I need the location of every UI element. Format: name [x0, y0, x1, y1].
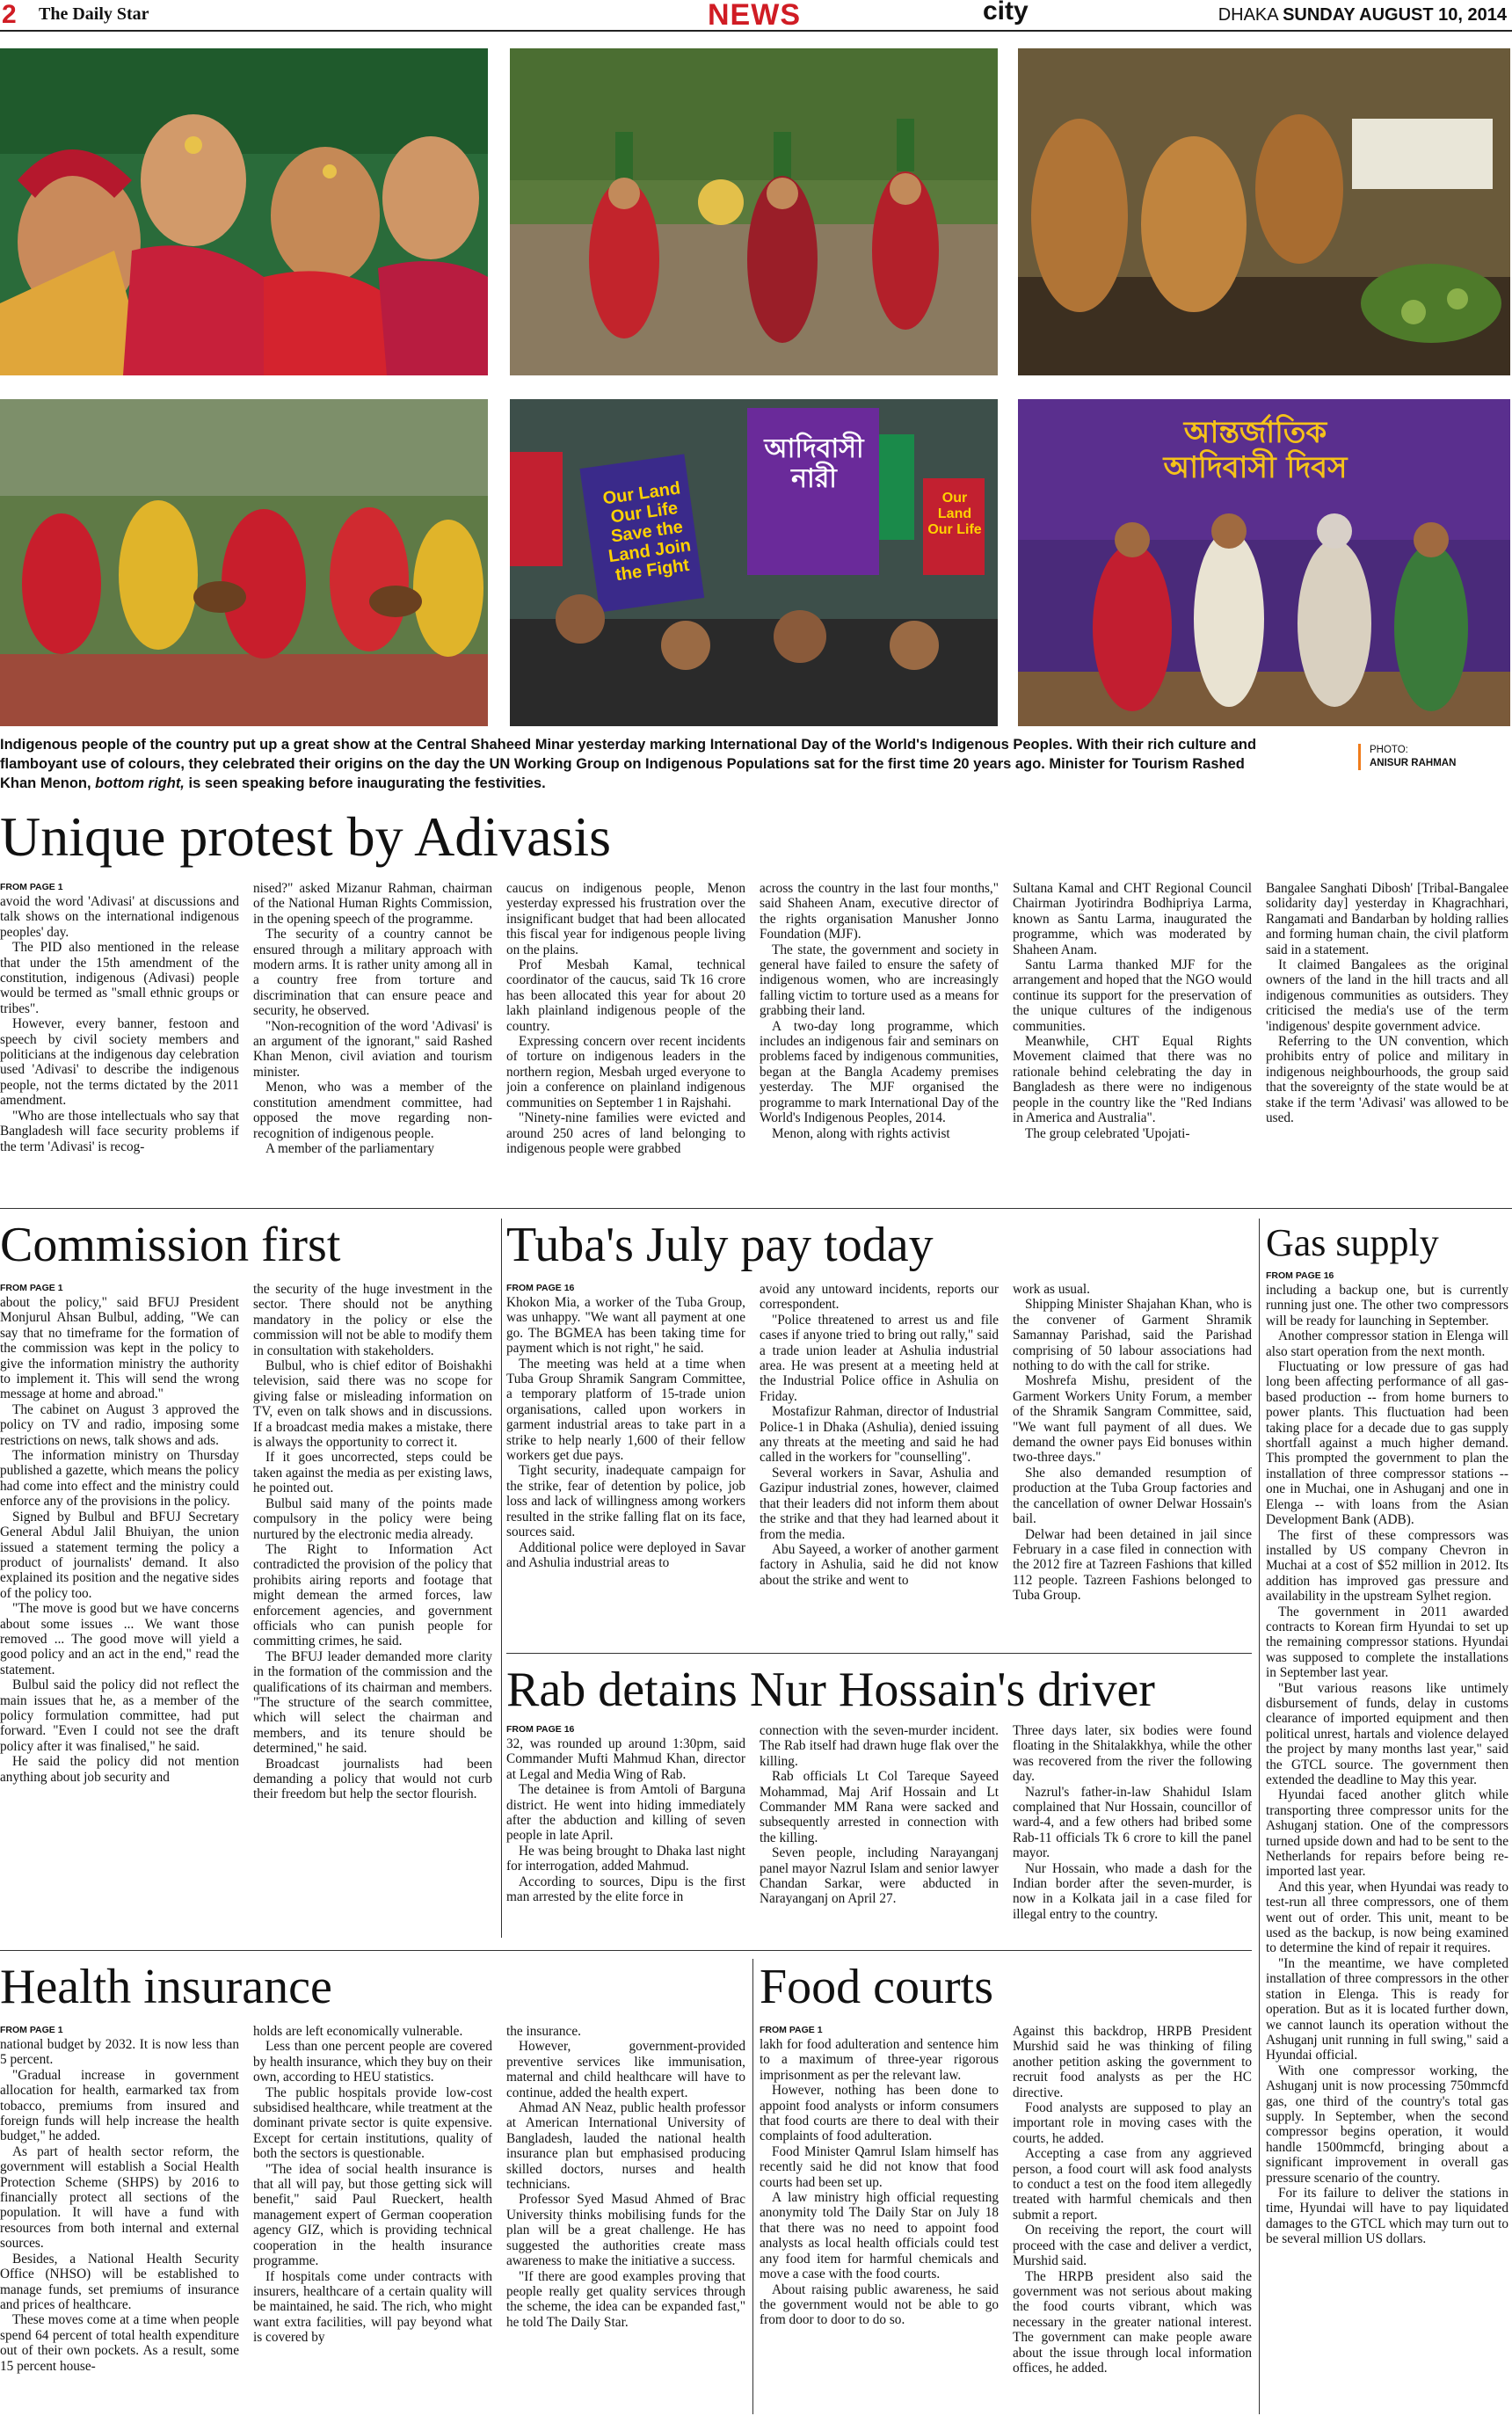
- dateline-place: DHAKA: [1218, 5, 1278, 25]
- paragraph: The government in 2011 awarded contracts to Korean firm Hyundai to set up the remaining compressor stations. Hyundai was supposed to complete the installations in September last year.: [1266, 1604, 1508, 1681]
- paragraph: work as usual.: [1013, 1282, 1090, 1297]
- paragraph: avoid the word 'Adivasi' at discussions and talk shows on the international indigenous peoples' day.: [0, 894, 239, 940]
- paragraph: The cabinet on August 3 approved the policy on TV and radio, imposing some restrictions on news, talk shows and ads.: [0, 1401, 239, 1448]
- paragraph: nised?" asked Mizanur Rahman, chairman of the National Human Rights Commission, in the opening speech of the programme.: [253, 881, 492, 927]
- paragraph: Prof Mesbah Kamal, technical coordinator of the caucus, said Tk 16 crore has been allocated this year for about 20 lakh plainland indigenous people of the country.: [506, 957, 745, 1034]
- paragraph: On receiving the report, the court will proceed with the case and deliver a verdict, Murshid said.: [1013, 2223, 1252, 2269]
- paragraph: "Ninety-nine families were evicted and around 250 acres of land belonging to indigenous people were grabbed: [506, 1110, 745, 1156]
- tuba-col-1: [506, 1282, 745, 1635]
- paragraph: national budget by 2032. It is now less than 5 percent.: [0, 2037, 239, 2068]
- paragraph: Bulbul said the policy did not reflect the main issues that he, as a member of the policy formulation committee, had put forward. "Even I could not see the draft policy after it was finalised," he said.: [0, 1677, 239, 1754]
- paragraph: Several workers in Savar, Ashulia and Gazipur industrial zones, however, claimed that their leaders did not inform them about the strike and that they had learned about it from the media.: [760, 1465, 999, 1542]
- photo-drummers: [0, 399, 488, 726]
- paragraph: It claimed Bangalees as the original owners of the land in the hill tracts and all indigenous communities as outsiders. They criticised the media's use of the term 'indigenous' despite government advice.: [1266, 957, 1508, 1034]
- paragraph: However, nothing has been done to appoint food analysts or inform consumers that food courts are there to deal with their complaints of food adulteration.: [760, 2083, 999, 2144]
- from-page: FROM PAGE 16: [1266, 1270, 1334, 1281]
- paragraph: Bulbul, who is chief editor of Boishakhi television, said there was no scope for giving false or misleading information on TV, even on talk shows and in discussions. If a broadcast media makes a mistake, there is always the opportunity to correct it.: [253, 1358, 492, 1451]
- banner-text-2: আন্তর্জাতিক আদিবাসী দিবস: [1163, 415, 1348, 485]
- headline-gas: Gas supply: [1266, 1221, 1439, 1264]
- paragraph: The meeting was held at a time when Tuba Group Shramik Sangram Committee, a temporary platform of 15-trade union organisations, called upon workers in garment industrial areas to take part in a strike to help nearly 1,600 of their fellow workers get due pays.: [506, 1356, 745, 1464]
- headline-food: Food courts: [760, 1960, 993, 2014]
- paragraph: Shipping Minister Shajahan Khan, who is the convener of Garment Shramik Samannay Parishad, said the Parishad comprising of 50 labour associations had nothing to do with the call for strike.: [1013, 1297, 1252, 1374]
- paragraph: "The move is good but we have concerns about some issues ... We want those removed ... The good move will yield a good policy and an act in the end," read the statement.: [0, 1601, 239, 1677]
- page-number: 2: [2, 0, 17, 29]
- food-col-1: [760, 2024, 999, 2414]
- paragraph: about the policy," said BFUJ President Monjurul Ahsan Bulbul, adding, "We can say that no timeframe for the formation of the commission was kept in the policy to give the information ministry the authority to implement it. This will send the wrong message at home and abroad.": [0, 1295, 239, 1402]
- paragraph: Abu Sayeed, a worker of another garment factory in Ashulia, said he did not know about the strike and went to: [760, 1541, 999, 1588]
- subsection-label: city: [983, 0, 1029, 25]
- food-col-2: [1013, 2024, 1252, 2414]
- paragraph: "But various reasons like untimely disbursement of funds, delay in customs clearance of imported equipment and then political unrest, hartals and violence delayed the project by many months last year," said the GTCL source. The government then extended the deadline to May this year.: [1266, 1680, 1508, 1787]
- rab-col-3: [1013, 1723, 1252, 1938]
- paragraph: Delwar had been detained in jail since February in a case filed in connection with the 2012 fire at Tazreen Fashions that killed 112 people. Tazreen Fashions belonged to Tuba Group.: [1013, 1526, 1252, 1604]
- paragraph: The BFUJ leader demanded more clarity in the formation of the commission and the qualifications of its chairman and members. "The structure of the search committee, which will select the chairman and members, and its tenure should be determined," he said.: [253, 1648, 492, 1757]
- section-divider: [0, 1950, 1252, 1951]
- paragraph: Tight security, inadequate campaign for the strike, fear of detention by police, job loss and lack of willingness among workers resulted in the strike falling flat on its face, sources said.: [506, 1463, 745, 1540]
- paragraph: Additional police were deployed in Savar and Ashulia industrial areas to: [506, 1539, 745, 1570]
- headline-commission: Commission first: [0, 1218, 341, 1272]
- paragraph: Against this backdrop, HRPB President Murshid said he was thinking of filing another petition asking the government to recruit food analysts as per the HC directive.: [1013, 2024, 1252, 2100]
- paragraph: Professor Syed Masud Ahmed of Brac University thinks mobilising funds for the plan will be a great challenge. He has suggested the authorities create mass awareness to make the initiative a success.: [506, 2192, 745, 2269]
- paragraph: "Police threatened to arrest us and file cases if anyone tried to bring out rally," said a trade union leader at Ashulia industrial area. He was present at a meeting held at the Industrial Police office in Ashulia on Friday.: [760, 1312, 999, 1404]
- paragraph: He said the policy did not mention anything about job security and: [0, 1754, 239, 1785]
- placard-text-1: Our Land Our Life Save the Land Join the Fight: [601, 478, 693, 586]
- adivasis-col-3: [506, 881, 745, 1199]
- paragraph: caucus on indigenous people, Menon yesterday expressed his frustration over the insignificant budget that had been allocated this fiscal year for indigenous people living on the plains.: [506, 881, 745, 957]
- credit-label: PHOTO:: [1370, 745, 1408, 755]
- paragraph: According to sources, Dipu is the first man arrested by the elite force in: [506, 1874, 745, 1905]
- paper-name: The Daily Star: [39, 4, 149, 24]
- photo-minister-speech: [1018, 399, 1510, 726]
- paragraph: including a backup one, but is currently running just one. The other two compressors will be ready for launching in September.: [1266, 1283, 1508, 1328]
- paragraph: Nazrul's father-in-law Shahidul Islam complained that Nur Hossain, councillor of ward-4, and a few others had bribed some Rab-11 officials Tk 6 crore to kill the panel mayor.: [1013, 1784, 1252, 1861]
- paragraph: Seven people, including Narayanganj panel mayor Nazrul Islam and senior lawyer Chandan Sarkar, were abducted in Narayanganj on April 27.: [760, 1845, 999, 1907]
- paragraph: If hospitals come under contracts with insurers, healthcare of a certain quality will be maintained, he said. The rich, who might want extra facilities, will pay beyond what is covered by: [253, 2268, 492, 2346]
- adivasis-col-5: [1013, 881, 1252, 1199]
- paragraph: holds are left economically vulnerable.: [253, 2024, 463, 2039]
- paragraph: Menon, along with rights activist: [772, 1125, 950, 1141]
- paragraph: "In the meantime, we have completed installation of three compressors in the other station in Elenga. This is ready for operation. But as it is located further down, we cannot launch its operation without the Ashuganj unit running in full swing," said a Hyundai official.: [1266, 1955, 1508, 2063]
- paragraph: The Right to Information Act contradicted the provision of the policy that prohibits airing reports and footage that might demean the armed forces, law enforcement agencies, and government officials who can punish people for committing crimes, he said.: [253, 1541, 492, 1649]
- placard-text-2: Our Land Our Life: [927, 491, 982, 537]
- masthead: [0, 0, 1512, 32]
- commission-col-2: [253, 1282, 492, 1936]
- caption-main: Indigenous people of the country put up a great show at the Central Shaheed Minar yesterday marking International Day of the World's Indigenous Peoples. With their rich culture and flamboyant use of colours, they celebrated their origins on the day the UN Working Group on Indigenous Populations sat for the first time 20 years ago. Minister for Tourism Rashed Khan Menon,: [0, 737, 1257, 791]
- paragraph: the security of the huge investment in the sector. There should not be anything mandatory in the policy or else the commission will not be able to modify them in consultation with stakeholders.: [253, 1282, 492, 1358]
- photo-dancers-fans: [0, 48, 488, 375]
- paragraph: Food analysts are supposed to play an important role in moving cases with the courts, he added.: [1013, 2100, 1252, 2146]
- paragraph: The information ministry on Thursday published a gazette, which means the policy had come into effect and the ministry could enforce any of the provisions in the policy.: [0, 1448, 239, 1510]
- paragraph: lakh for food adulteration and sentence him to a maximum of three-year rigorous imprisonment as per the relevant law.: [760, 2037, 999, 2083]
- caption-end: is seen speaking before inaugurating the festivities.: [188, 775, 546, 791]
- paragraph: Menon, who was a member of the constitution amendment committee, had opposed the move regarding non-recognition of indigenous people.: [253, 1080, 492, 1141]
- adivasis-col-1: [0, 881, 239, 1199]
- photo-handicrafts: [1018, 48, 1510, 375]
- tuba-col-3: [1013, 1282, 1252, 1635]
- banner-text-1: আদিবাসী নারী: [764, 433, 864, 494]
- paragraph: She also demanded resumption of production at the Tuba Group factories and the cancellation of owner Delwar Hossain's bail.: [1013, 1465, 1252, 1527]
- headline-rab: Rab detains Nur Hossain's driver: [506, 1663, 1155, 1717]
- caption-tail: bottom right,: [95, 775, 185, 791]
- paragraph: Khokon Mia, a worker of the Tuba Group, was unhappy. "We want all payment at one go. The BGMEA has been taking time for payment which is not right," he said.: [506, 1295, 745, 1357]
- gas-col-1: [1266, 1270, 1508, 2414]
- photo-dancers-bottles: [510, 48, 998, 375]
- paragraph: Another compressor station in Elenga will also start operation from the next month.: [1266, 1328, 1508, 1359]
- paragraph: Moshrefa Mishu, president of the Garment Workers Unity Forum, a member of the Shramik Sangram Committee, said, "We want full payment of all dues. We demand the owner pays Eid bonuses within two-three days.": [1013, 1373, 1252, 1466]
- adivasis-col-2: [253, 881, 492, 1199]
- paragraph: Referring to the UN convention, which prohibits entry of police and military in indigenous neighbourhoods, the group said that the sovereignty of the state would be at stake if the term 'Adivasi' was allowed to be used.: [1266, 1034, 1508, 1126]
- paragraph: "The idea of social health insurance is that all will pay, but those getting sick will benefit," said Paul Rueckert, health management expert of German cooperation agency GIZ, which is providing technical cooperation in the health insurance programme.: [253, 2161, 492, 2269]
- paragraph: connection with the seven-murder incident. The Rab itself had drawn huge flak over the killing.: [760, 1723, 999, 1769]
- rab-col-1: [506, 1723, 745, 1938]
- paragraph: "Who are those intellectuals who say that Bangladesh will face security problems if the term 'Adivasi' is recog-: [0, 1108, 239, 1154]
- headline-adivasis: Unique protest by Adivasis: [0, 805, 612, 868]
- paragraph: The state, the government and society in general have failed to ensure the safety of indigenous women, who are increasingly falling victim to torture used as a means for grabbing their land.: [760, 942, 999, 1019]
- paragraph: If it goes uncorrected, steps could be taken against the media as per existing laws, he pointed out.: [253, 1450, 492, 1496]
- paragraph: The security of a country cannot be ensured through a military approach with modern arms. It is rather unity among all in a country free from torture and discrimination that can ensure peace and security, he observed.: [253, 927, 492, 1019]
- paragraph: Bangalee Sanghati Dibosh' [Tribal-Bangalee solidarity day] yesterday in Khagrachhari, Rangamati and Bandarban by holding rallies and forming human chain, the civil platform said in a statement.: [1266, 881, 1508, 957]
- paragraph: About raising public awareness, he said the government would not be able to go from door to door to do so.: [760, 2281, 999, 2328]
- paragraph: Expressing concern over recent incidents of torture on indigenous leaders in the northern region, Mesbah urged everyone to join a conference on plainland indigenous communities on September 1 in Rajshahi.: [506, 1034, 745, 1110]
- headline-health: Health insurance: [0, 1960, 332, 2014]
- paragraph: A two-day long programme, which includes an indigenous fair and seminars on problems faced by indigenous communities, began at the Bangla Academy premises yesterday. The MJF organised the programme to mark International Day of the World's Indigenous Peoples, 2014.: [760, 1018, 999, 1126]
- paragraph: Fluctuating or low pressure of gas had long been affecting performance of all gas-based production -- from home burners to power plants. This fluctuation had been taking place for a decade due to gas supply shortfall against a much higher demand. This prompted the government to plan the installation of three compressor stations -- one in Muchai, one in Ashuganj and one in Elenga -- with loans from the Asian Development Bank (ADB).: [1266, 1359, 1508, 1528]
- column-divider: [752, 1959, 753, 2414]
- health-col-1: [0, 2024, 239, 2414]
- paragraph: These moves come at a time when people spend 64 percent of total health expenditure out of their own pockets. As a result, some 15 percent house-: [0, 2312, 239, 2374]
- paragraph: The group celebrated 'Upojati-: [1025, 1125, 1190, 1141]
- paragraph: And this year, when Hyundai was ready to test-run all three compressors, one of them went out of order. This unit, meant to be used as the backup, is now being examined to determine the kind of repair it requires.: [1266, 1879, 1508, 1956]
- paragraph: "Non-recognition of the word 'Adivasi' is an argument of the ignorant," said Rashed Khan Menon, civil aviation and tourism minister.: [253, 1018, 492, 1080]
- paragraph: Sultana Kamal and CHT Regional Council Chairman Jyotirindra Bodhipriya Larma, known as Santu Larma, inaugurated the programme, which was moderated by Shaheen Anam.: [1013, 881, 1252, 957]
- paragraph: "If there are good examples proving that people really get quality services through the scheme, the idea can be expanded fast," he told The Daily Star.: [506, 2268, 745, 2330]
- health-col-2: [253, 2024, 492, 2414]
- credit-name: ANISUR RAHMAN: [1370, 758, 1457, 768]
- paragraph: The PID also mentioned in the release that under the 15th amendment of the constitution, indigenous (Adivasi) people would be termed as "small ethnic groups or tribes".: [0, 940, 239, 1016]
- paragraph: Meanwhile, CHT Equal Rights Movement claimed that there was no rationale behind celebrating the day in Bangladesh as there were no indigenous people in the country like the "Red Indians in America and Australia".: [1013, 1034, 1252, 1126]
- paragraph: Besides, a National Health Security Office (NHSO) will be established to manage funds, set premiums of insurance and prices of healthcare.: [0, 2251, 239, 2312]
- paragraph: For its failure to deliver the stations in time, Hyundai will have to pay liquidated damages to the GTCL which may turn out to be several million US dollars.: [1266, 2185, 1508, 2247]
- headline-tuba: Tuba's July pay today: [506, 1218, 934, 1272]
- photo-caption: [0, 735, 1257, 793]
- paragraph: A law ministry high official requesting anonymity told The Daily Star on July 18 that there was no need to appoint food analysts as local health officials could test any food item for harmful chemicals and move a case with the food courts.: [760, 2190, 999, 2282]
- health-col-3: [506, 2024, 745, 2414]
- from-page: FROM PAGE 16: [506, 1724, 575, 1735]
- paragraph: However, every banner, festoon and speech by civil society members and politicians at the indigenous day celebration used 'Adivasi' to describe the indigenous people, not the terms dictated by the 2011 amendment.: [0, 1016, 239, 1109]
- rab-col-2: [760, 1723, 999, 1938]
- paragraph: Nur Hossain, who made a dash for the Indian border after the seven-murder, is now in a Kolkata jail in a case filed for illegal entry to the country.: [1013, 1860, 1252, 1922]
- adivasis-col-6: [1266, 881, 1508, 1199]
- dateline: [1218, 5, 1507, 25]
- from-page: FROM PAGE 1: [0, 1283, 63, 1293]
- paragraph: However, government-provided preventive services like immunisation, maternal and child healthcare will have to continue, added the health expert.: [506, 2039, 745, 2100]
- paragraph: Broadcast journalists had been demanding a policy that would not curb their freedom but help the sector flourish.: [253, 1756, 492, 1802]
- tuba-col-2: [760, 1282, 999, 1635]
- dateline-date: SUNDAY AUGUST 10, 2014: [1283, 5, 1507, 25]
- paragraph: Santu Larma thanked MJF for the arrangement and hoped that the NGO would continue its support for the preservation of the unique cultures of the indigenous communities.: [1013, 957, 1252, 1034]
- commission-col-1: [0, 1282, 239, 1936]
- section-label: NEWS: [708, 0, 801, 32]
- paragraph: Signed by Bulbul and BFUJ Secretary General Abdul Jalil Bhuiyan, the union issued a statement terming the policy a product of journalists' demand. It also explained its position and the negative sides of the policy too.: [0, 1509, 239, 1601]
- from-page: FROM PAGE 1: [760, 2025, 823, 2035]
- paragraph: Bulbul said many of the points made compulsory in the policy were being nurtured by the electronic media already.: [253, 1495, 492, 1542]
- paragraph: the insurance.: [506, 2024, 581, 2039]
- paragraph: across the country in the last four months," said Shaheen Anam, executive director of the rights organisation Manusher Jonno Foundation (MJF).: [760, 881, 999, 942]
- paragraph: The detainee is from Amtoli of Barguna district. He went into hiding immediately after the abduction and killing of seven people in late April.: [506, 1782, 745, 1844]
- paragraph: 32, was rounded up around 1:30pm, said Commander Mufti Mahmud Khan, director at Legal and Media Wing of Rab.: [506, 1736, 745, 1782]
- paragraph: Accepting a case from any aggrieved person, a food court will ask food analysts to conduct a test on the food item allegedly treated with harmful chemicals and then submit a report.: [1013, 2146, 1252, 2223]
- from-page: FROM PAGE 1: [0, 882, 63, 892]
- paragraph: Ahmad AN Neaz, public health professor at American International University of Bangladesh, lauded the national health insurance plan but emphasised producing skilled doctors, nurses and health technicians.: [506, 2100, 745, 2193]
- adivasis-col-4: [760, 881, 999, 1199]
- paragraph: Three days later, six bodies were found floating in the Shitalakkhya, while the other was recovered from the river the following day.: [1013, 1723, 1252, 1785]
- paragraph: With one compressor working, the Ashuganj unit is now processing 750mmcfd gas, one third of the country's total gas supply. In September, when the second compressor begins operation, it would handle 1500mmcfd, bringing about a significant improvement in overall gas pressure scenario of the country.: [1266, 2063, 1508, 2186]
- paragraph: The public hospitals provide low-cost subsidised healthcare, while treatment at the dominant private sector is quite expensive. Except for certain institutions, quality of both the sectors is questionable.: [253, 2085, 492, 2162]
- photo-credit: [1358, 744, 1508, 770]
- photo-protest-placards: [510, 399, 998, 726]
- paragraph: A member of the parliamentary: [265, 1140, 434, 1156]
- paragraph: He was being brought to Dhaka last night for interrogation, added Mahmud.: [506, 1843, 745, 1874]
- paragraph: Food Minister Qamrul Islam himself has recently said he did not know that food courts had been set up.: [760, 2143, 999, 2190]
- paragraph: Hyundai faced another glitch while transporting three compressor units for the Ashuganj station. One of the compressors turned upside down and had to be sent to the Netherlands for repairs before being re-imported last year.: [1266, 1787, 1508, 1880]
- paragraph: The first of these compressors was installed by US company Chevron in Muchai at a cost of $52 million in 2012. Its addition has improved gas pressure and availability in the upstream Sylhet region.: [1266, 1527, 1508, 1605]
- paragraph: avoid any untoward incidents, reports our correspondent.: [760, 1282, 999, 1313]
- from-page: FROM PAGE 1: [0, 2025, 63, 2035]
- paragraph: Rab officials Lt Col Tareque Sayeed Mohammad, Maj Arif Hossain and Lt Commander MM Rana were sacked and subsequently arrested in connection with the killing.: [760, 1769, 999, 1845]
- paragraph: "Gradual increase in government allocation for health, earmarked tax from tobacco, premiums from insured and foreign funds will help increase the health budget," he added.: [0, 2067, 239, 2144]
- paragraph: As part of health sector reform, the government will establish a Social Health Protection Scheme (SHPS) by 2016 to financially protect all sections of the population. It will have a fund with resources from both internal and external sources.: [0, 2143, 239, 2252]
- column-divider: [501, 1219, 502, 1938]
- from-page: FROM PAGE 16: [506, 1283, 575, 1293]
- column-divider: [1259, 1219, 1260, 2414]
- paragraph: Less than one percent people are covered by health insurance, which they buy on their own, according to HEU statistics.: [253, 2039, 492, 2085]
- paragraph: The HRPB president also said the government was not serious about making the food courts vibrant, which was necessary in the greater national interest. The government can make people aware about the issue through local information offices, he added.: [1013, 2268, 1252, 2376]
- paragraph: Mostafizur Rahman, director of Industrial Police-1 in Dhaka (Ashulia), denied issuing any threats at the meeting and said he had called in the workers for "counselling".: [760, 1404, 999, 1466]
- section-divider: [0, 1208, 1512, 1209]
- section-divider: [506, 1653, 1252, 1654]
